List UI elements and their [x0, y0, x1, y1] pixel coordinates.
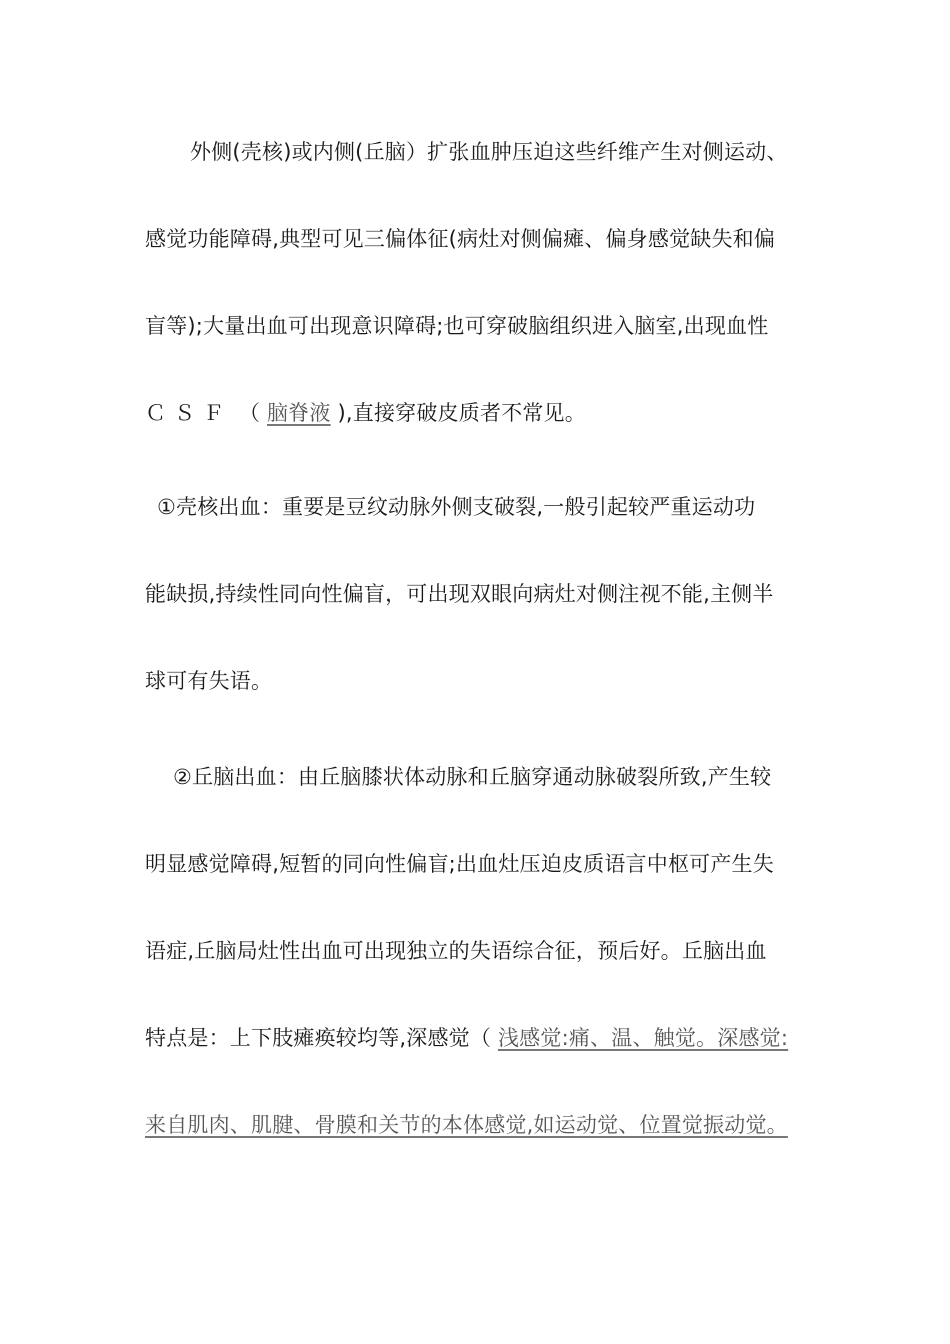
annotation-link[interactable]: 脑脊液: [266, 401, 331, 425]
text-line: [145, 664, 825, 698]
text-run: ),直接穿破皮质者不常见。: [337, 401, 586, 425]
text-run: ①壳核出血：重要是豆纹动脉外侧支破裂,一般引起较严重运动功: [157, 495, 756, 519]
text-line: [145, 309, 825, 343]
text-line: [145, 934, 825, 968]
text-run: 盲等);大量出血可出现意识障碍;也可穿破脑组织进入脑室,出现血性: [145, 314, 769, 338]
text-line: [145, 490, 825, 524]
text-run: 能缺损,持续性同向性偏盲，可出现双眼向病灶对侧注视不能,主侧半: [145, 582, 774, 606]
text-run: （: [238, 401, 261, 425]
text-run: 球可有失语。: [145, 669, 273, 693]
annotation-link[interactable]: 浅感觉:痛、温、触觉。深感觉:: [497, 1026, 789, 1050]
csf-abbreviation: ＣＳＦ: [145, 401, 232, 425]
text-line: [145, 135, 850, 169]
text-line: [145, 577, 825, 611]
text-line: [145, 222, 825, 256]
text-line: [145, 1108, 825, 1142]
text-line: [145, 1021, 825, 1055]
text-run: 语症,丘脑局灶性出血可出现独立的失语综合征，预后好。丘脑出血: [145, 939, 767, 963]
text-run: 感觉功能障碍,典型可见三偏体征(病灶对侧偏瘫、偏身感觉缺失和偏: [145, 227, 776, 251]
text-line: [145, 847, 825, 881]
text-line: [145, 396, 825, 430]
text-run: 外侧(壳核)或内侧(丘脑）扩张血肿压迫这些纤维产生对侧运动、: [190, 140, 788, 164]
annotation-link[interactable]: 来自肌肉、肌腱、骨膜和关节的本体感觉,如运动觉、位置觉振动觉。: [145, 1113, 788, 1137]
text-run: ②丘脑出血：由丘脑膝状体动脉和丘脑穿通动脉破裂所致,产生较: [173, 765, 772, 789]
text-line: [145, 760, 825, 794]
text-run: 特点是：上下肢瘫痪较均等,深感觉（: [145, 1026, 492, 1050]
text-run: 明显感觉障碍,短暂的同向性偏盲;出血灶压迫皮质语言中枢可产生失: [145, 852, 774, 876]
